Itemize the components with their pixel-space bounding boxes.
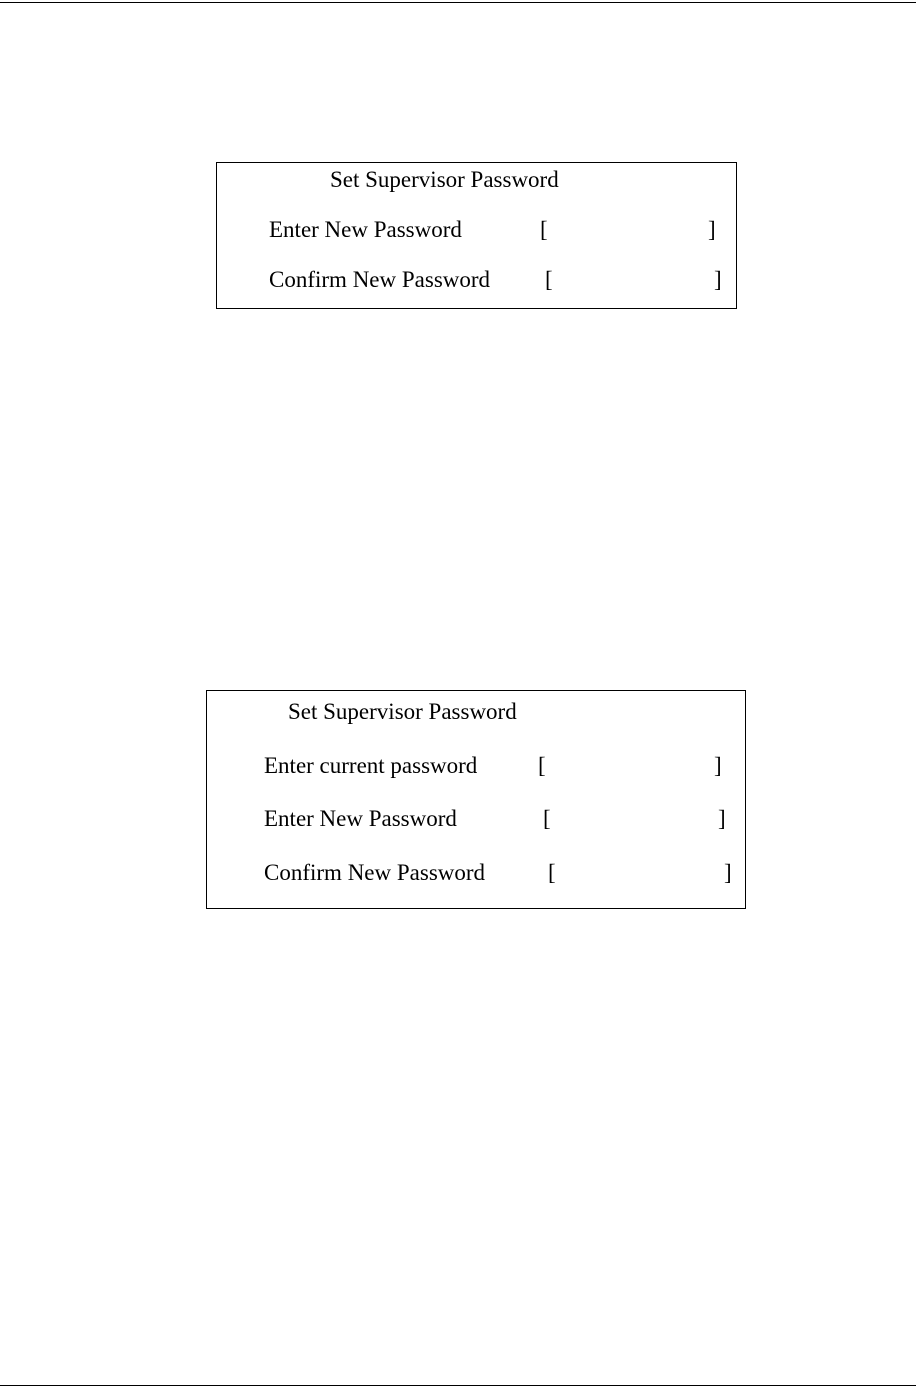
bracket-open: [ [540, 217, 548, 242]
set-supervisor-password-dialog [206, 690, 746, 909]
bracket-close: ] [724, 860, 732, 885]
bracket-close: ] [714, 267, 722, 292]
confirm-new-password-label: Confirm New Password [269, 267, 491, 292]
bracket-close: ] [714, 753, 722, 778]
dialog-title: Set Supervisor Password [330, 167, 559, 192]
bracket-open: [ [545, 267, 553, 292]
bracket-open: [ [538, 753, 546, 778]
bracket-close: ] [708, 217, 716, 242]
page-bottom-rule [0, 1385, 916, 1386]
confirm-new-password-input[interactable] [561, 860, 721, 886]
bracket-close: ] [718, 806, 726, 831]
enter-current-password-label: Enter current password [264, 753, 478, 778]
enter-current-password-input[interactable] [551, 753, 711, 779]
confirm-new-password-label: Confirm New Password [264, 860, 486, 885]
dialog-title: Set Supervisor Password [288, 699, 517, 724]
bracket-open: [ [548, 860, 556, 885]
enter-new-password-input[interactable] [556, 806, 716, 832]
enter-new-password-input[interactable] [553, 217, 705, 243]
confirm-new-password-input[interactable] [558, 267, 711, 293]
enter-new-password-label: Enter New Password [264, 806, 457, 831]
bracket-open: [ [543, 806, 551, 831]
page-top-rule [0, 2, 916, 3]
set-supervisor-password-dialog [216, 162, 737, 309]
enter-new-password-label: Enter New Password [269, 217, 462, 242]
